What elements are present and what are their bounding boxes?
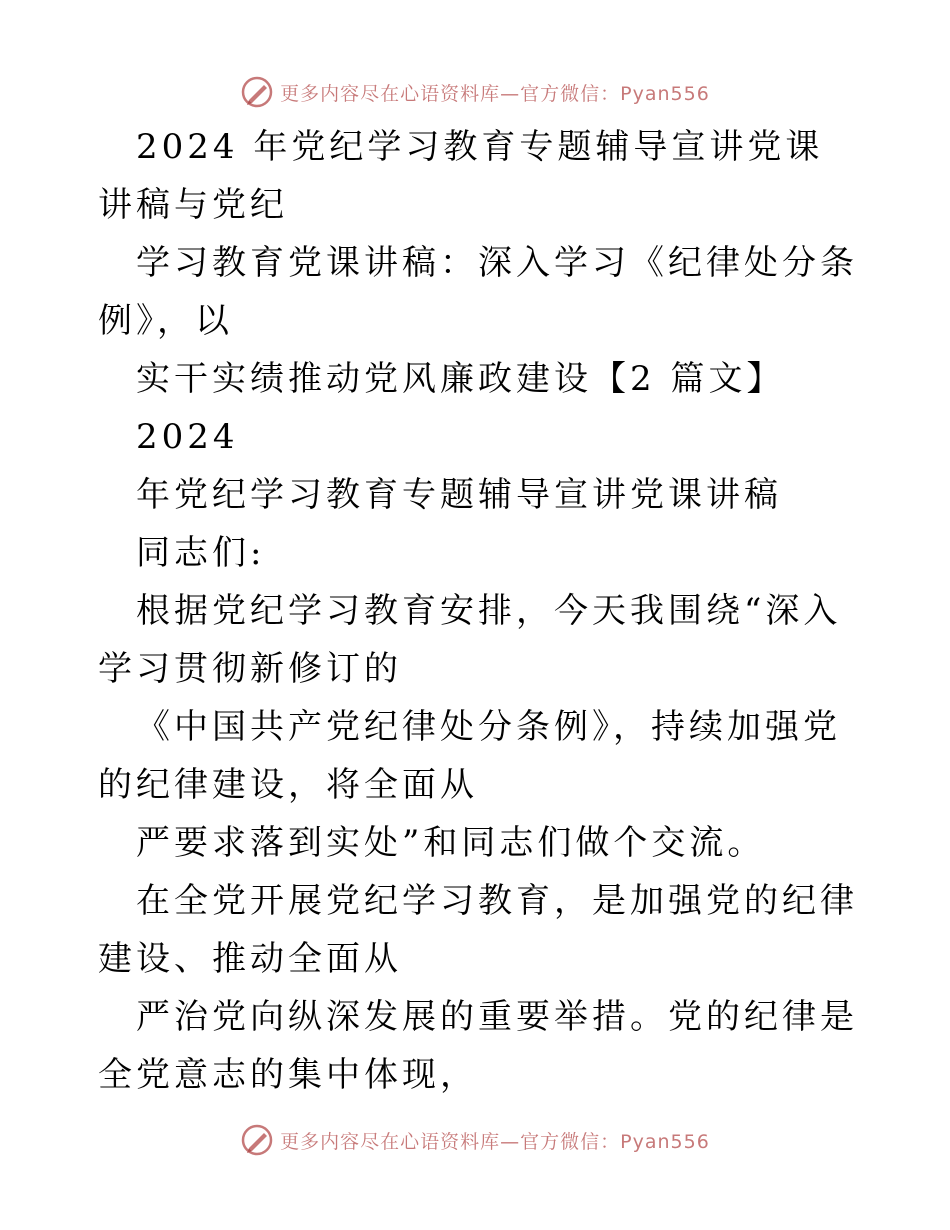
- section-year: 2024: [136, 417, 239, 457]
- body-paragraph: 根据党纪学习教育安排，今天我围绕“深入学习贯彻新修订的: [98, 591, 842, 689]
- greeting: 同志们:: [136, 533, 266, 573]
- doc-title-line-3: 实干实绩推动党风廉政建设【2 篇文】: [136, 359, 785, 399]
- body-paragraph: 严要求落到实处”和同志们做个交流。: [136, 823, 766, 863]
- body-paragraph: 在全党开展党纪学习教育，是加强党的纪律建设、推动全面从: [98, 881, 858, 979]
- document-body: [98, 118, 858, 1104]
- pen-logo-icon: [240, 75, 274, 109]
- doc-title-line-1: 2024 年党纪学习教育专题辅导宣讲党课讲稿与党纪: [98, 127, 824, 225]
- section-title: 年党纪学习教育专题辅导宣讲党课讲稿: [136, 475, 782, 515]
- header-watermark: [0, 72, 950, 112]
- pen-logo-icon: [240, 1123, 274, 1157]
- body-paragraph: 《中国共产党纪律处分条例》，持续加强党的纪律建设，将全面从: [98, 707, 841, 805]
- body-paragraph: 严治党向纵深发展的重要举措。党的纪律是全党意志的集中体现，: [98, 997, 858, 1095]
- header-watermark-text: 更多内容尽在心语资料库—官方微信：Pyan556: [280, 82, 710, 105]
- footer-watermark: [0, 1120, 950, 1160]
- doc-title-line-2: 学习教育党课讲稿：深入学习《纪律处分条例》，以: [98, 243, 858, 341]
- footer-watermark-text: 更多内容尽在心语资料库—官方微信：Pyan556: [280, 1130, 710, 1153]
